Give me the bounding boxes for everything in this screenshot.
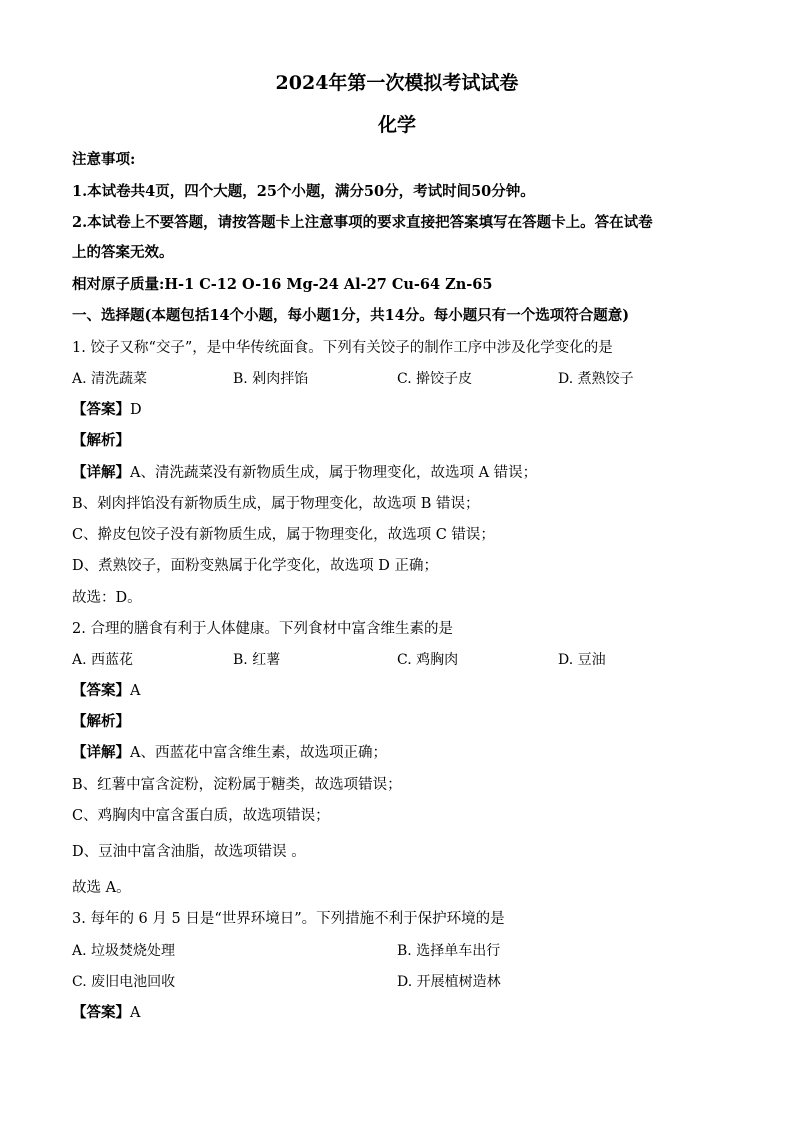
q2-detail-3: C、鸡胸肉中富含蛋白质，故选项错误；: [72, 808, 330, 824]
q2-detail-text-1: A、西蓝花中富含维生素，故选项正确；: [130, 745, 387, 761]
q2-detail-4: D、豆油中富含油脂，故选项错误 。: [72, 844, 306, 860]
section-1-heading: 一、选择题(本题包括14个小题，每小题1分，共14分。每小题只有一个选项符合题意): [72, 307, 630, 324]
q3-option-b: B. 选择单车出行: [397, 943, 501, 959]
q3-answer-value: A: [130, 1005, 141, 1021]
q2-answer-value: A: [130, 683, 141, 699]
answer-label: 【答案】: [72, 682, 130, 699]
q2-stem: 2. 合理的膳食有利于人体健康。下列食材中富含维生素的是: [72, 621, 453, 637]
detail-label: 【详解】: [72, 464, 130, 481]
analysis-label: 【解析】: [72, 432, 130, 449]
exam-title: 2024年第一次模拟考试试卷: [275, 72, 519, 94]
note-2-line-1: 2.本试卷上不要答题，请按答题卡上注意事项的要求直接把答案填写在答题卡上。答在试卷: [72, 214, 653, 231]
q2-option-d: D. 豆油: [558, 652, 606, 668]
atomic-masses: 相对原子质量:H-1 C-12 O-16 Mg-24 Al-27 Cu-64 Zn-65: [72, 276, 493, 293]
note-1: 1.本试卷共4页，四个大题，25个小题，满分50分，考试时间50分钟。: [72, 183, 535, 200]
q3-answer: [72, 1004, 140, 1022]
q1-answer-value: D: [130, 402, 142, 418]
q1-detail-2: B、剁肉拌馅没有新物质生成，属于物理变化，故选项 B 错误；: [72, 496, 480, 512]
q1-option-d: D. 煮熟饺子: [558, 371, 634, 387]
q3-option-d: D. 开展植树造林: [397, 974, 501, 990]
q1-detail-text-1: A、清洗蔬菜没有新物质生成，属于物理变化，故选项 A 错误；: [130, 465, 538, 481]
notes-heading: 注意事项:: [72, 151, 136, 168]
q2-conclusion: 故选 A。: [72, 880, 131, 896]
note-2-line-2: 上的答案无效。: [72, 244, 174, 261]
answer-label: 【答案】: [72, 1004, 130, 1021]
q1-conclusion: 故选：D。: [72, 590, 142, 606]
q2-option-b: B. 红薯: [233, 652, 281, 668]
answer-label: 【答案】: [72, 401, 130, 418]
q1-option-b: B. 剁肉拌馅: [233, 371, 309, 387]
detail-label: 【详解】: [72, 744, 130, 761]
q1-stem: 1. 饺子又称“交子”，是中华传统面食。下列有关饺子的制作工序中涉及化学变化的是: [72, 340, 613, 356]
analysis-label: 【解析】: [72, 713, 130, 730]
q1-analysis: [72, 432, 130, 450]
q2-detail-1: [72, 744, 387, 762]
q2-option-a: A. 西蓝花: [72, 652, 134, 668]
q1-detail-1: [72, 464, 537, 482]
q3-option-a: A. 垃圾焚烧处理: [72, 943, 176, 959]
q3-option-c: C. 废旧电池回收: [72, 974, 176, 990]
q1-option-c: C. 擀饺子皮: [397, 371, 473, 387]
q1-detail-3: C、擀皮包饺子没有新物质生成，属于物理变化，故选项 C 错误；: [72, 527, 495, 543]
q2-option-c: C. 鸡胸肉: [397, 652, 459, 668]
q2-answer: [72, 682, 140, 700]
exam-subject: 化学: [377, 114, 416, 136]
q2-analysis: [72, 713, 130, 731]
q1-detail-4: D、煮熟饺子，面粉变熟属于化学变化，故选项 D 正确；: [72, 558, 438, 574]
q1-option-a: A. 清洗蔬菜: [72, 371, 148, 387]
q3-stem: 3. 每年的 6 月 5 日是“世界环境日”。下列措施不利于保护环境的是: [72, 911, 505, 927]
q1-answer: [72, 401, 142, 419]
q2-detail-2: B、红薯中富含淀粉，淀粉属于糖类，故选项错误；: [72, 777, 402, 793]
